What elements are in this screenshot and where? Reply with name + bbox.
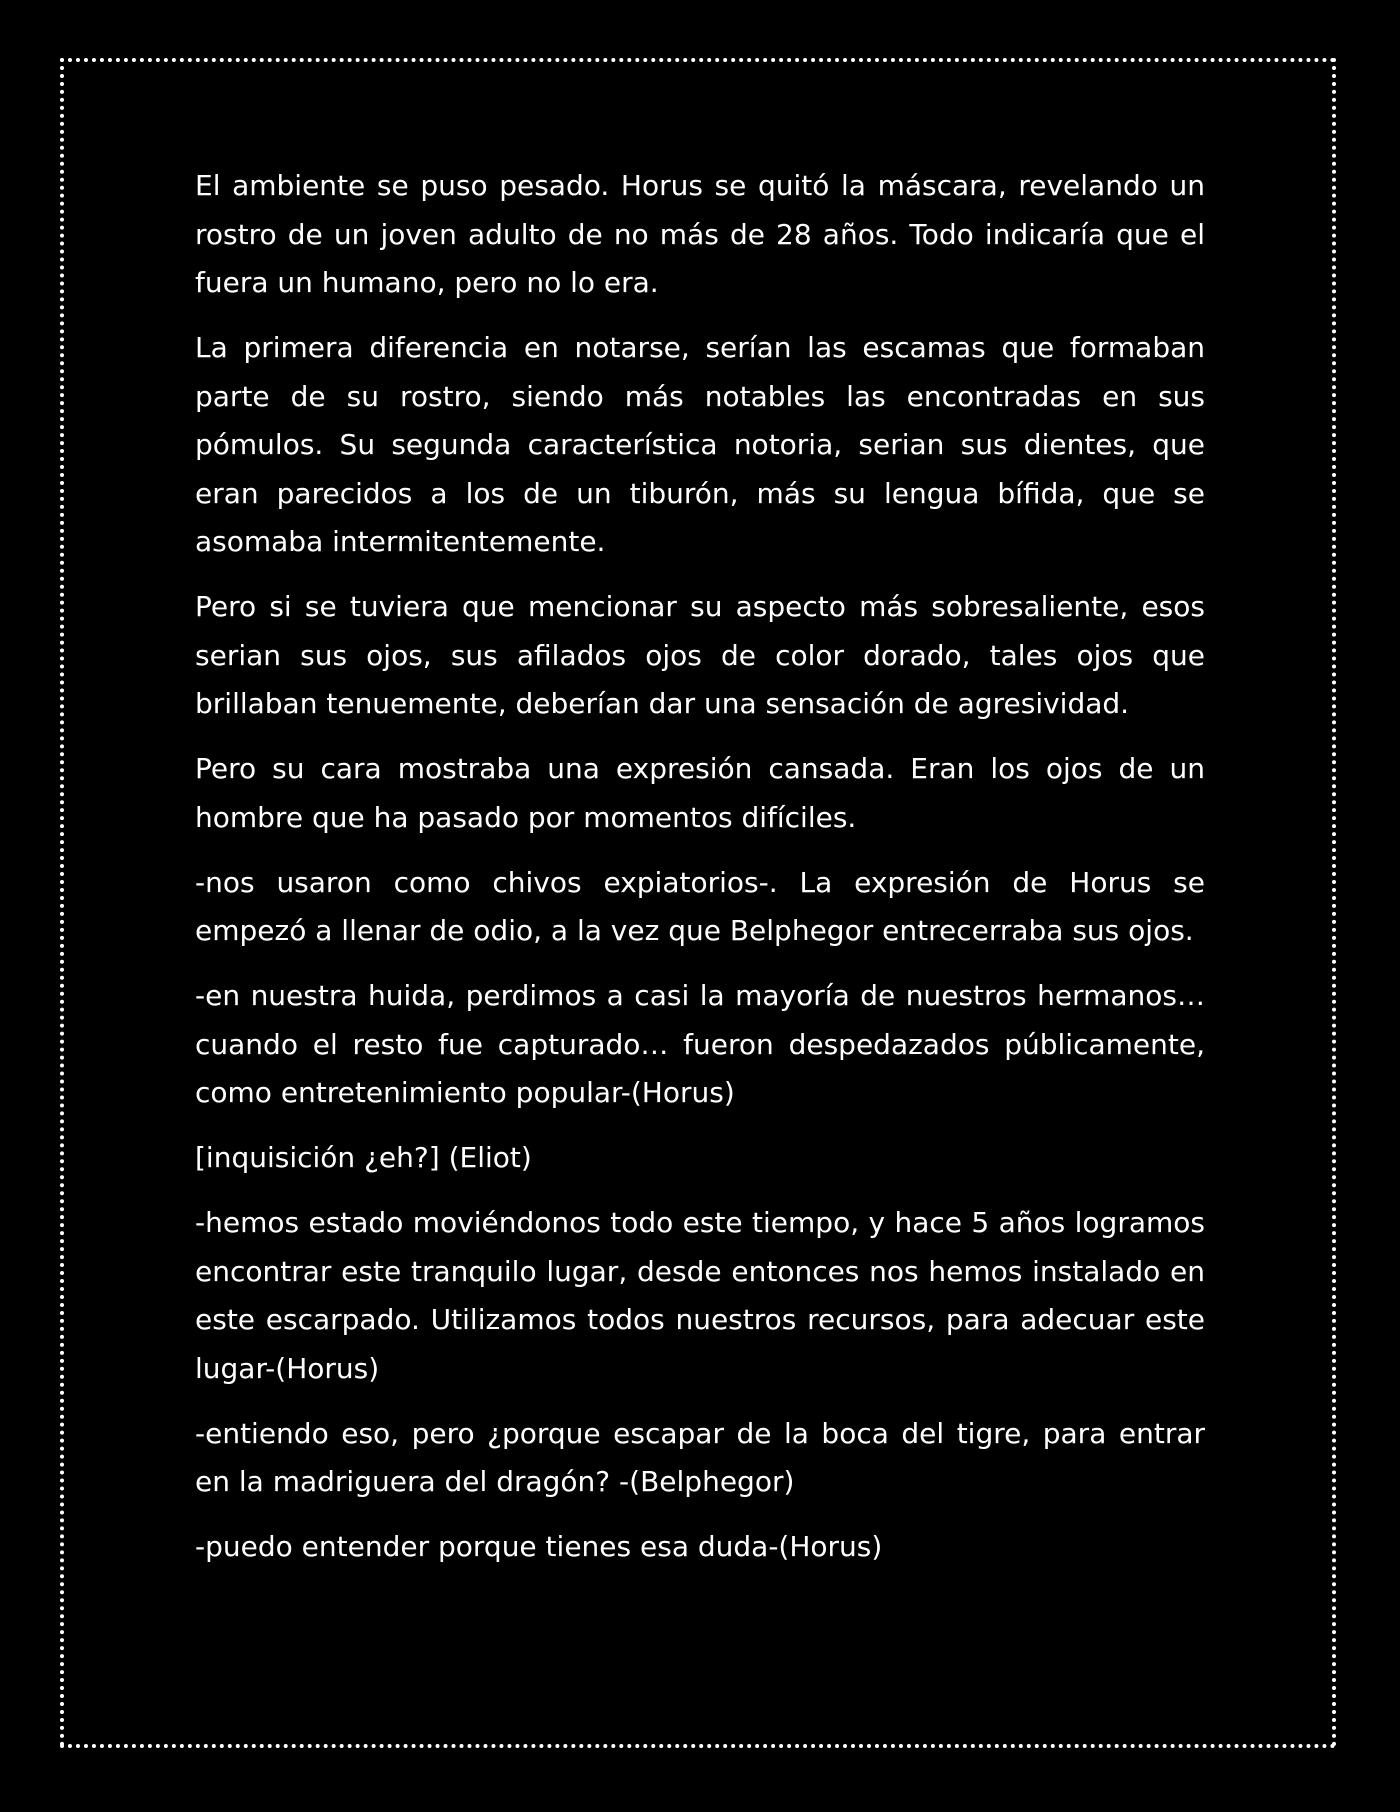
paragraph-2: La primera diferencia en notarse, serían las escamas que formaban parte de su rostro, siendo más notables las encontradas en sus pómulos. Su segunda característica notoria, serian sus dientes, que eran parecidos a los de un tiburón, más su lengua bífida, que se asomaba intermitentemente. xyxy=(195,331,1205,558)
paragraph-7: [inquisición ¿eh?] (Eliot) xyxy=(195,1141,532,1174)
paragraph-3: Pero si se tuviera que mencionar su aspecto más sobresaliente, esos serian sus ojos, sus afilados ojos de color dorado, tales ojos que brillaban tenuemente, deberían dar una sensación de agresividad. xyxy=(195,590,1205,720)
paragraph-9: -entiendo eso, pero ¿porque escapar de la boca del tigre, para entrar en la madriguera del dragón? -(Belphegor) xyxy=(195,1416,1205,1498)
paragraph-4: Pero su cara mostraba una expresión cansada. Eran los ojos de un hombre que ha pasado por momentos difíciles. xyxy=(195,752,1205,834)
paragraph-8: -hemos estado moviéndonos todo este tiempo, y hace 5 años logramos encontrar este tranquilo lugar, desde entonces nos hemos instalado en este escarpado. Utilizamos todos nuestros recursos, para adecuar este lugar-(Horus) xyxy=(195,1206,1205,1385)
paragraph-6: -en nuestra huida, perdimos a casi la mayoría de nuestros hermanos… cuando el resto fue capturado… fueron despedazados públicamente, como entretenimiento popular-(Horus) xyxy=(195,979,1205,1109)
story-text xyxy=(195,162,1205,1588)
paragraph-1: El ambiente se puso pesado. Horus se quitó la máscara, revelando un rostro de un joven adulto de no más de 28 años. Todo indicaría que el fuera un humano, pero no lo era. xyxy=(195,169,1205,299)
paragraph-5: -nos usaron como chivos expiatorios-. La expresión de Horus se empezó a llenar de odio, a la vez que Belphegor entrecerraba sus ojos. xyxy=(195,865,1205,947)
paragraph-10: -puedo entender porque tienes esa duda-(Horus) xyxy=(195,1530,883,1563)
